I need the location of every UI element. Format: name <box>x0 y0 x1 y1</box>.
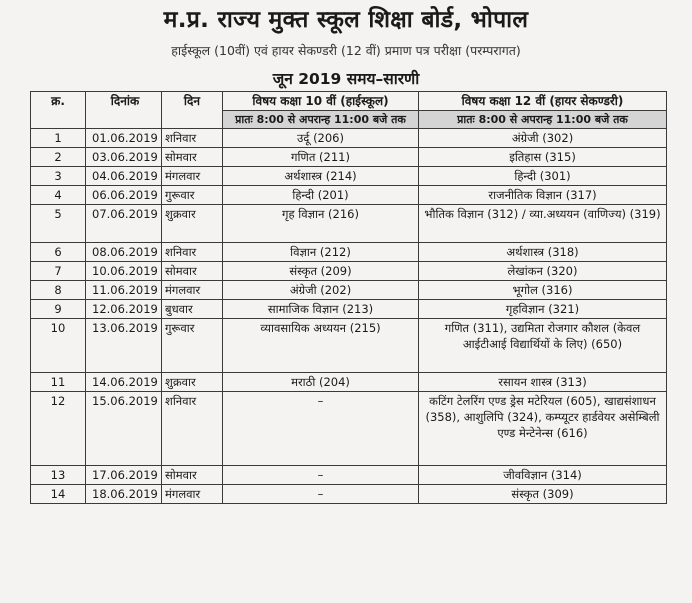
table-row <box>31 300 667 319</box>
row-day: शनिवार <box>162 243 223 262</box>
row-class12-subject: कटिंग टेलरिंग एण्ड ड्रेस मटेरियल (605), खाद्यसंशाधन (358), आशुलिपि (324), कम्प्यूटर हार्डवेयर असेम्बिली एण्ड मेन्टेनेन्स (616) <box>419 392 667 466</box>
document-subtitle: हाईस्कूल (10वीं) एवं हायर सेकण्डरी (12 वीं) प्रमाण पत्र परीक्षा (परम्परागत) <box>171 43 521 58</box>
table-row <box>31 186 667 205</box>
row-date: 18.06.2019 <box>86 485 162 504</box>
row-serial: 12 <box>31 392 86 466</box>
row-day: मंगलवार <box>162 485 223 504</box>
table-row <box>31 148 667 167</box>
row-class12-subject: अर्थशास्त्र (318) <box>419 243 667 262</box>
row-day: शुक्रवार <box>162 373 223 392</box>
table-row <box>31 243 667 262</box>
row-class10-subject: संस्कृत (209) <box>223 262 419 281</box>
row-class12-subject: इतिहास (315) <box>419 148 667 167</box>
row-day: गुरूवार <box>162 319 223 373</box>
row-day: मंगलवार <box>162 281 223 300</box>
row-class10-subject: व्यावसायिक अध्ययन (215) <box>223 319 419 373</box>
header-class12: विषय कक्षा 12 वीं (हायर सेकण्डरी) <box>419 92 667 111</box>
row-date: 10.06.2019 <box>86 262 162 281</box>
row-class10-subject: मराठी (204) <box>223 373 419 392</box>
row-class10-subject: उर्दू (206) <box>223 129 419 148</box>
row-serial: 9 <box>31 300 86 319</box>
row-day: शनिवार <box>162 129 223 148</box>
row-class12-subject: रसायन शास्त्र (313) <box>419 373 667 392</box>
row-class12-subject: गणित (311), उद्यमिता रोजगार कौशल (केवल आईटीआई विद्यार्थियों के लिए) (650) <box>419 319 667 373</box>
row-class12-subject: गृहविज्ञान (321) <box>419 300 667 319</box>
row-class10-subject: सामाजिक विज्ञान (213) <box>223 300 419 319</box>
row-class10-subject: अर्थशास्त्र (214) <box>223 167 419 186</box>
row-class12-subject: अंग्रेजी (302) <box>419 129 667 148</box>
row-day: गुरूवार <box>162 186 223 205</box>
row-class12-subject: भौतिक विज्ञान (312) / व्या.अध्ययन (वाणिज्य) (319) <box>419 205 667 243</box>
header-serial: क्र. <box>31 92 86 129</box>
row-serial: 1 <box>31 129 86 148</box>
row-date: 04.06.2019 <box>86 167 162 186</box>
row-class12-subject: लेखांकन (320) <box>419 262 667 281</box>
table-row <box>31 392 667 466</box>
table-row <box>31 373 667 392</box>
row-date: 13.06.2019 <box>86 319 162 373</box>
row-day: मंगलवार <box>162 167 223 186</box>
row-date: 12.06.2019 <box>86 300 162 319</box>
row-date: 11.06.2019 <box>86 281 162 300</box>
row-serial: 4 <box>31 186 86 205</box>
row-serial: 3 <box>31 167 86 186</box>
header-day: दिन <box>162 92 223 129</box>
timing-class10: प्रातः 8:00 से अपरान्ह 11:00 बजे तक <box>223 111 419 129</box>
table-row <box>31 466 667 485</box>
row-serial: 2 <box>31 148 86 167</box>
row-day: शुक्रवार <box>162 205 223 243</box>
row-class12-subject: भूगोल (316) <box>419 281 667 300</box>
row-serial: 14 <box>31 485 86 504</box>
table-row <box>31 319 667 373</box>
row-class10-subject: विज्ञान (212) <box>223 243 419 262</box>
row-day: बुधवार <box>162 300 223 319</box>
row-class10-subject: हिन्दी (201) <box>223 186 419 205</box>
row-date: 07.06.2019 <box>86 205 162 243</box>
row-class10-subject: – <box>223 466 419 485</box>
row-day: सोमवार <box>162 262 223 281</box>
table-row <box>31 281 667 300</box>
row-class10-subject: – <box>223 392 419 466</box>
table-row <box>31 205 667 243</box>
row-serial: 11 <box>31 373 86 392</box>
row-class12-subject: हिन्दी (301) <box>419 167 667 186</box>
row-day: सोमवार <box>162 148 223 167</box>
row-serial: 7 <box>31 262 86 281</box>
table-row <box>31 167 667 186</box>
row-class10-subject: अंग्रेजी (202) <box>223 281 419 300</box>
row-serial: 6 <box>31 243 86 262</box>
row-serial: 5 <box>31 205 86 243</box>
row-class10-subject: गृह विज्ञान (216) <box>223 205 419 243</box>
row-date: 01.06.2019 <box>86 129 162 148</box>
row-class12-subject: संस्कृत (309) <box>419 485 667 504</box>
row-class12-subject: जीवविज्ञान (314) <box>419 466 667 485</box>
row-class12-subject: राजनीतिक विज्ञान (317) <box>419 186 667 205</box>
row-serial: 13 <box>31 466 86 485</box>
table-row <box>31 485 667 504</box>
header-row <box>31 92 667 111</box>
row-day: सोमवार <box>162 466 223 485</box>
row-date: 17.06.2019 <box>86 466 162 485</box>
row-date: 14.06.2019 <box>86 373 162 392</box>
document-title: म.प्र. राज्य मुक्त स्कूल शिक्षा बोर्ड, भोपाल <box>163 7 529 33</box>
table-row <box>31 129 667 148</box>
timing-class12: प्रातः 8:00 से अपरान्ह 11:00 बजे तक <box>419 111 667 129</box>
row-serial: 10 <box>31 319 86 373</box>
row-day: शनिवार <box>162 392 223 466</box>
row-class10-subject: गणित (211) <box>223 148 419 167</box>
schedule-title: जून 2019 समय–सारणी <box>272 70 420 88</box>
row-date: 06.06.2019 <box>86 186 162 205</box>
table-row <box>31 262 667 281</box>
row-date: 08.06.2019 <box>86 243 162 262</box>
row-class10-subject: – <box>223 485 419 504</box>
timetable <box>30 91 667 504</box>
row-serial: 8 <box>31 281 86 300</box>
header-date: दिनांक <box>86 92 162 129</box>
header-class10: विषय कक्षा 10 वीं (हाईस्कूल) <box>223 92 419 111</box>
row-date: 15.06.2019 <box>86 392 162 466</box>
row-date: 03.06.2019 <box>86 148 162 167</box>
